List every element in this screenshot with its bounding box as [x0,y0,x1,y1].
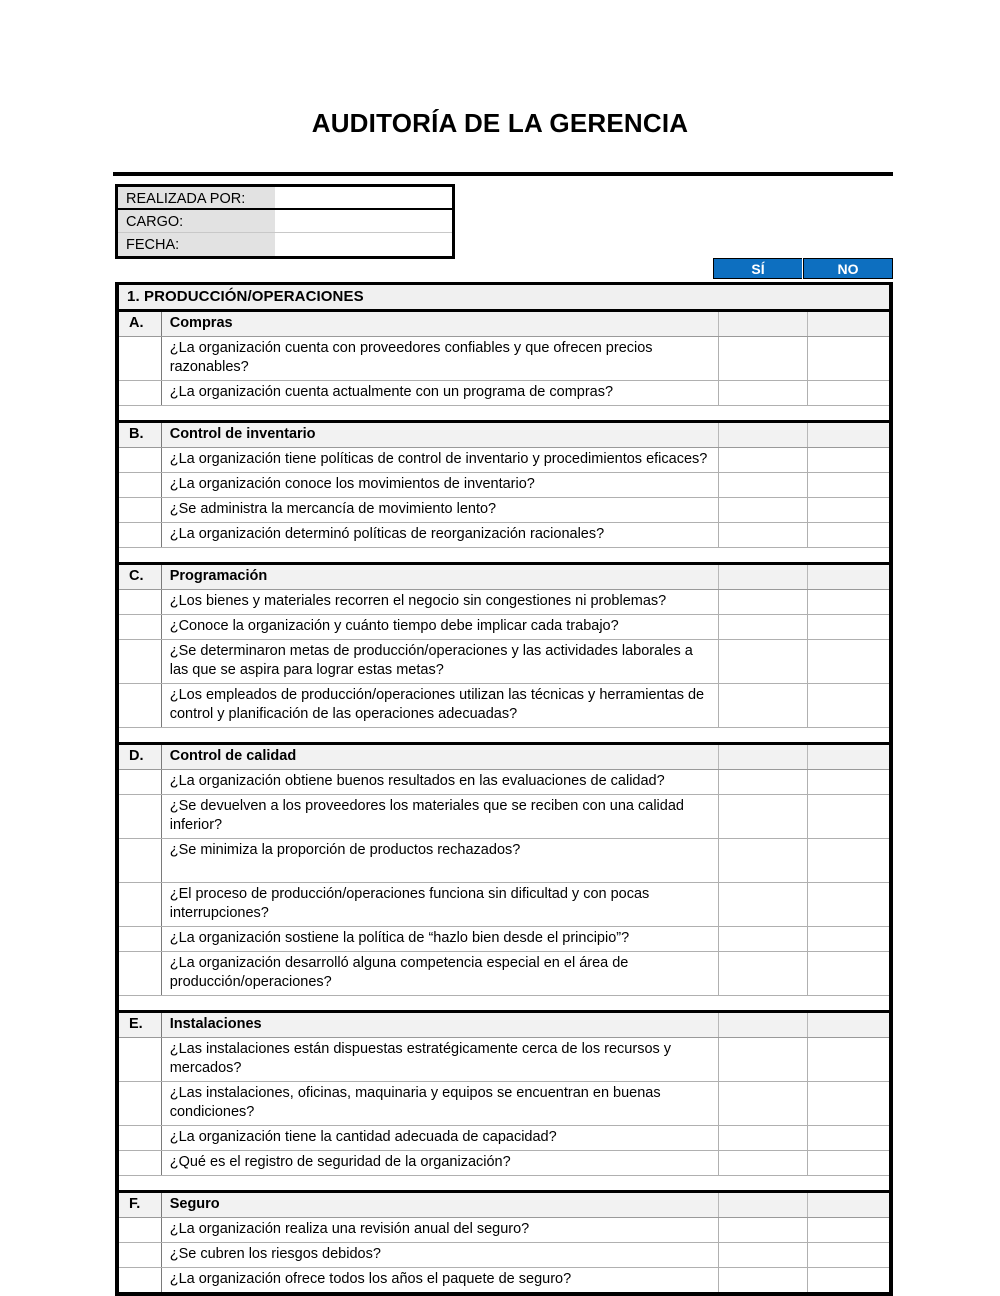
question-text: ¿La organización ofrece todos los años el paquete de seguro? [161,1268,718,1295]
question-letter-spacer [117,337,161,381]
question-row [117,952,891,996]
subsection-header-row [117,564,891,590]
question-row [117,839,891,883]
subsection-yes-cell [718,311,807,337]
subsection-spacer-row [117,406,891,422]
question-letter-spacer [117,498,161,523]
question-text: ¿La organización conoce los movimientos de inventario? [161,473,718,498]
subsection-letter: F. [117,1192,161,1218]
answer-cell-no[interactable] [808,1038,891,1082]
answer-cell-no[interactable] [808,770,891,795]
answer-cell-yes[interactable] [718,883,807,927]
question-text: ¿Las instalaciones, oficinas, maquinaria y equipos se encuentran en buenas condiciones? [161,1082,718,1126]
question-row [117,448,891,473]
answer-cell-no[interactable] [808,337,891,381]
subsection-letter: D. [117,744,161,770]
question-row [117,615,891,640]
question-letter-spacer [117,1126,161,1151]
question-text: ¿Se administra la mercancía de movimiento lento? [161,498,718,523]
subsection-title: Control de calidad [161,744,718,770]
question-letter-spacer [117,927,161,952]
answer-cell-yes[interactable] [718,1038,807,1082]
question-row [117,1082,891,1126]
question-text: ¿La organización cuenta actualmente con un programa de compras? [161,381,718,406]
question-text: ¿La organización tiene políticas de control de inventario y procedimientos eficaces? [161,448,718,473]
question-row [117,337,891,381]
audit-info-box [115,184,455,259]
question-row [117,927,891,952]
answer-cell-no[interactable] [808,523,891,548]
subsection-title: Instalaciones [161,1012,718,1038]
question-row [117,473,891,498]
answer-cell-yes[interactable] [718,952,807,996]
question-row [117,1126,891,1151]
subsection-title: Seguro [161,1192,718,1218]
question-text: ¿Las instalaciones están dispuestas estratégicamente cerca de los recursos y mercados? [161,1038,718,1082]
question-letter-spacer [117,523,161,548]
column-header-no: NO [803,258,893,279]
info-row-fecha [118,233,452,256]
audit-checklist-table [115,282,893,1296]
answer-cell-no[interactable] [808,381,891,406]
question-letter-spacer [117,1151,161,1176]
subsection-header-row [117,1012,891,1038]
subsection-yes-cell [718,1192,807,1218]
answer-cell-no[interactable] [808,473,891,498]
question-row [117,498,891,523]
question-row [117,1038,891,1082]
answer-cell-yes[interactable] [718,640,807,684]
info-row-cargo [118,210,452,233]
subsection-title: Control de inventario [161,422,718,448]
subsection-yes-cell [718,564,807,590]
question-letter-spacer [117,615,161,640]
question-text: ¿La organización realiza una revisión anual del seguro? [161,1218,718,1243]
question-letter-spacer [117,640,161,684]
subsection-header-row [117,1192,891,1218]
answer-cell-no[interactable] [808,883,891,927]
column-header-yes: SÍ [713,258,802,279]
question-row [117,770,891,795]
section-header-row [117,284,891,311]
answer-cell-yes[interactable] [718,1082,807,1126]
info-field-realizada-por[interactable] [275,187,452,208]
subsection-yes-cell [718,1012,807,1038]
question-letter-spacer [117,1243,161,1268]
question-row [117,684,891,728]
question-text: ¿Los bienes y materiales recorren el negocio sin congestiones ni problemas? [161,590,718,615]
answer-cell-no[interactable] [808,1243,891,1268]
info-row-realizada-por [118,187,452,210]
question-text: ¿La organización desarrolló alguna competencia especial en el área de producción/operaciones? [161,952,718,996]
answer-cell-no[interactable] [808,640,891,684]
answer-cell-no[interactable] [808,839,891,883]
subsection-header-row [117,311,891,337]
spacer-cell [117,728,891,744]
question-text: ¿La organización sostiene la política de “hazlo bien desde el principio”? [161,927,718,952]
answer-cell-no[interactable] [808,1218,891,1243]
subsection-no-cell [808,311,891,337]
subsection-spacer-row [117,1176,891,1192]
subsection-no-cell [808,1192,891,1218]
subsection-letter: C. [117,564,161,590]
spacer-cell [117,996,891,1012]
question-text: ¿La organización cuenta con proveedores confiables y que ofrecen precios razonables? [161,337,718,381]
question-text: ¿La organización obtiene buenos resultados en las evaluaciones de calidad? [161,770,718,795]
question-row [117,1218,891,1243]
page-title: AUDITORÍA DE LA GERENCIA [311,108,689,138]
question-letter-spacer [117,590,161,615]
answer-cell-no[interactable] [808,1151,891,1176]
answer-cell-yes[interactable] [718,381,807,406]
answer-cell-no[interactable] [808,1082,891,1126]
answer-cell-yes[interactable] [718,615,807,640]
subsection-title: Compras [161,311,718,337]
question-text: ¿Qué es el registro de seguridad de la organización? [161,1151,718,1176]
answer-cell-no[interactable] [808,498,891,523]
answer-cell-yes[interactable] [718,684,807,728]
info-field-cargo[interactable] [275,210,452,232]
info-label-realizada-por: REALIZADA POR: [118,187,275,208]
answer-cell-yes[interactable] [718,1126,807,1151]
question-row [117,381,891,406]
question-row [117,640,891,684]
subsection-spacer-row [117,548,891,564]
subsection-header-row [117,422,891,448]
subsection-title: Programación [161,564,718,590]
question-letter-spacer [117,839,161,883]
question-row [117,590,891,615]
subsection-no-cell [808,744,891,770]
answer-cell-yes[interactable] [718,337,807,381]
question-letter-spacer [117,795,161,839]
subsection-no-cell [808,564,891,590]
question-text: ¿Los empleados de producción/operaciones utilizan las técnicas y herramientas de control y planificación de las operaciones adecuadas? [161,684,718,728]
answer-cell-no[interactable] [808,590,891,615]
subsection-header-row [117,744,891,770]
answer-cell-yes[interactable] [718,1218,807,1243]
answer-cell-yes[interactable] [718,927,807,952]
question-letter-spacer [117,1268,161,1295]
answer-cell-yes[interactable] [718,1243,807,1268]
answer-cell-yes[interactable] [718,770,807,795]
answer-cell-yes[interactable] [718,523,807,548]
question-letter-spacer [117,684,161,728]
subsection-spacer-row [117,728,891,744]
subsection-letter: E. [117,1012,161,1038]
question-text: ¿Conoce la organización y cuánto tiempo debe implicar cada trabajo? [161,615,718,640]
question-letter-spacer [117,770,161,795]
spacer-cell [117,406,891,422]
answer-cell-no[interactable] [808,1126,891,1151]
subsection-yes-cell [718,422,807,448]
answer-cell-yes[interactable] [718,590,807,615]
question-letter-spacer [117,1218,161,1243]
header-divider-rule [113,172,893,176]
question-text: ¿La organización determinó políticas de reorganización racionales? [161,523,718,548]
question-text: ¿Se devuelven a los proveedores los materiales que se reciben con una calidad inferior? [161,795,718,839]
answer-cell-no[interactable] [808,684,891,728]
question-row [117,523,891,548]
answer-cell-no[interactable] [808,1268,891,1295]
question-text: ¿El proceso de producción/operaciones funciona sin dificultad y con pocas interrupciones? [161,883,718,927]
section-title: 1. PRODUCCIÓN/OPERACIONES [117,284,891,311]
question-letter-spacer [117,883,161,927]
info-label-fecha: FECHA: [118,233,275,256]
question-letter-spacer [117,1082,161,1126]
answer-cell-yes[interactable] [718,448,807,473]
spacer-cell [117,1176,891,1192]
subsection-no-cell [808,422,891,448]
answer-cell-yes[interactable] [718,498,807,523]
question-text: ¿Se minimiza la proporción de productos rechazados? [161,839,718,883]
answer-cell-no[interactable] [808,927,891,952]
answer-cell-yes[interactable] [718,1151,807,1176]
question-text: ¿Se cubren los riesgos debidos? [161,1243,718,1268]
question-letter-spacer [117,1038,161,1082]
question-row [117,795,891,839]
subsection-spacer-row [117,996,891,1012]
info-label-cargo: CARGO: [118,210,275,232]
question-letter-spacer [117,473,161,498]
answer-cell-no[interactable] [808,615,891,640]
question-row [117,1268,891,1295]
question-row [117,1243,891,1268]
answer-cell-no[interactable] [808,795,891,839]
answer-cell-yes[interactable] [718,839,807,883]
question-row [117,883,891,927]
question-row [117,1151,891,1176]
question-text: ¿Se determinaron metas de producción/operaciones y las actividades laborales a las que se aspira para lograr estas metas? [161,640,718,684]
answer-cell-yes[interactable] [718,473,807,498]
answer-cell-no[interactable] [808,952,891,996]
answer-cell-no[interactable] [808,448,891,473]
question-letter-spacer [117,448,161,473]
question-letter-spacer [117,381,161,406]
answer-cell-yes[interactable] [718,795,807,839]
info-field-fecha[interactable] [275,233,452,256]
question-text: ¿La organización tiene la cantidad adecuada de capacidad? [161,1126,718,1151]
question-letter-spacer [117,952,161,996]
subsection-yes-cell [718,744,807,770]
subsection-no-cell [808,1012,891,1038]
subsection-letter: B. [117,422,161,448]
answer-cell-yes[interactable] [718,1268,807,1295]
subsection-letter: A. [117,311,161,337]
spacer-cell [117,548,891,564]
